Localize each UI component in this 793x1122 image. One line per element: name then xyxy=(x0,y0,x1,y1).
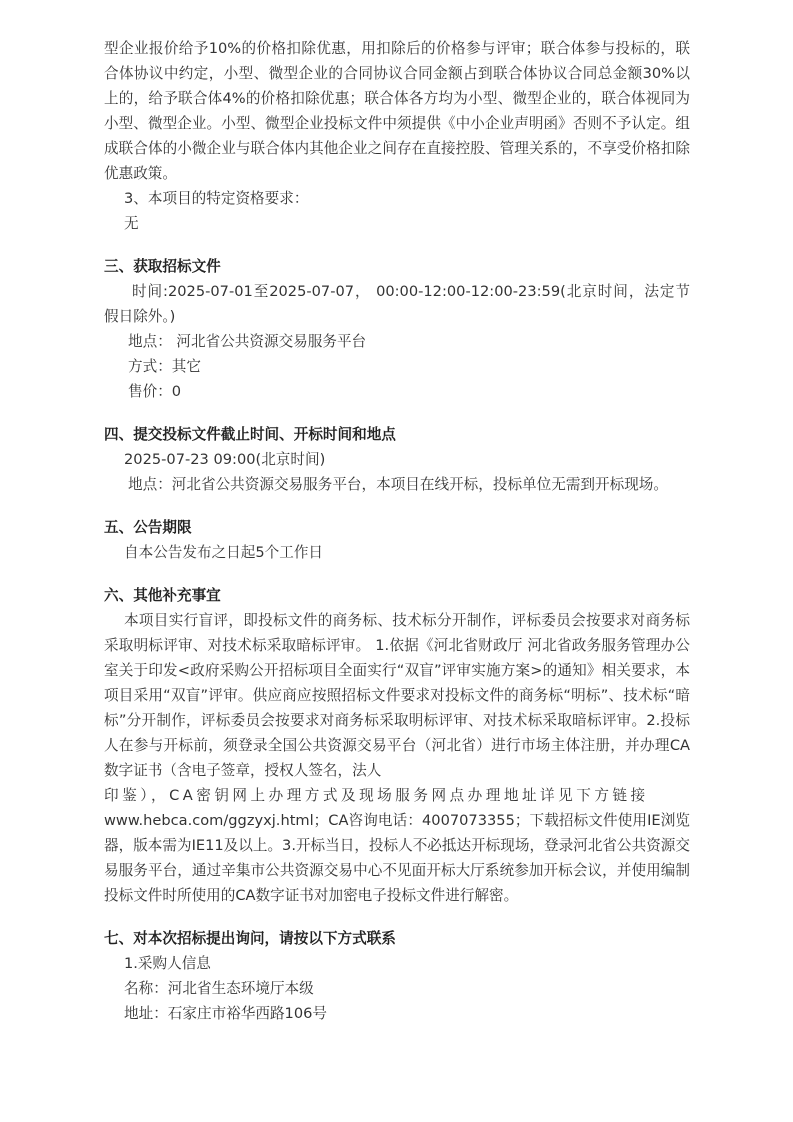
section-3-location: 地点： 河北省公共资源交易服务平台 xyxy=(128,333,367,350)
section-4-location: 地点：河北省公共资源交易服务平台，本项目在线开标，投标单位无需到开标现场。 xyxy=(128,476,668,493)
purchaser-name: 名称：河北省生态环境厅本级 xyxy=(124,980,314,997)
spacer xyxy=(104,236,690,254)
spacer xyxy=(104,908,690,926)
section-4-deadline: 2025-07-23 09:00(北京时间) xyxy=(124,451,326,468)
section-3-title: 三、获取招标文件 xyxy=(104,258,221,275)
spacer xyxy=(104,404,690,422)
section-3-method: 方式：其它 xyxy=(128,358,201,375)
section-4-title: 四、提交投标文件截止时间、开标时间和地点 xyxy=(104,426,396,443)
section-3-time: 时间:2025-07-01至2025-07-07， 00:00-12:00-12:00-23:59(北京时间，法定节假日除外。) xyxy=(104,283,690,325)
special-qualification-label: 3、本项目的特定资格要求： xyxy=(124,190,309,207)
special-qualification-value: 无 xyxy=(124,215,139,232)
section-5-title: 五、公告期限 xyxy=(104,519,192,536)
section-6-body-part2: www.hebca.com/ggzyxj.html；CA咨询电话：4007073355；下载招标文件使用IE浏览器，版本需为IE11及以上。3.开标当日，投标人不必抵达开标现场，登录河北省公共资源交易服务平台，通过辛集市公共资源交易中心不见面开标大厅系统参加开标会议，并使用编制投标文件时所使用的CA数字证书对加密电子投标文件进行解密。 xyxy=(104,812,690,904)
spacer xyxy=(104,565,690,583)
section-6-body-part1: 本项目实行盲评，即投标文件的商务标、技术标分开制作，评标委员会按要求对商务标采取明标评审、对技术标采取暗标评审。 1.依据《河北省财政厅 河北省政务服务管理办公室关于印发<政府采购公开招标项目全面实行“双盲”评审实施方案>的通知》相关要求，本项目采用“双盲”评审。供应商应按照招标文件要求对投标文件的商务标“明标”、技术标“暗标”分开制作，评标委员会按要求对商务标采取明标评审、对技术标采取暗标评审。2.投标人在参与开标前，须登录全国公共资源交易平台（河北省）进行市场主体注册，并办理CA数字证书（含电子签章，授权人签名，法人 xyxy=(104,612,690,779)
spacer xyxy=(104,497,690,515)
section-5-period: 自本公告发布之日起5个工作日 xyxy=(124,544,324,561)
purchaser-info-label: 1.采购人信息 xyxy=(124,955,211,972)
section-6-title: 六、其他补充事宜 xyxy=(104,587,221,604)
section-3-price: 售价：0 xyxy=(128,383,182,400)
section-6-body-spread: 印鉴），CA密钥网上办理方式及现场服务网点办理地址详见下方链接 xyxy=(104,787,649,804)
document-page xyxy=(104,36,690,1026)
purchaser-address: 地址：石家庄市裕华西路106号 xyxy=(124,1005,327,1022)
intro-paragraph: 型企业报价给予10%的价格扣除优惠，用扣除后的价格参与评审；联合体参与投标的，联合体协议中约定，小型、微型企业的合同协议合同金额占到联合体协议合同总金额30%以上的，给予联合体4%的价格扣除优惠；联合体各方均为小型、微型企业的，联合体视同为小型、微型企业。小型、微型企业投标文件中须提供《中小企业声明函》否则不予认定。组成联合体的小微企业与联合体内其他企业之间存在直接控股、管理关系的，不享受价格扣除优惠政策。 xyxy=(104,40,690,182)
section-7-title: 七、对本次招标提出询问，请按以下方式联系 xyxy=(104,930,396,947)
